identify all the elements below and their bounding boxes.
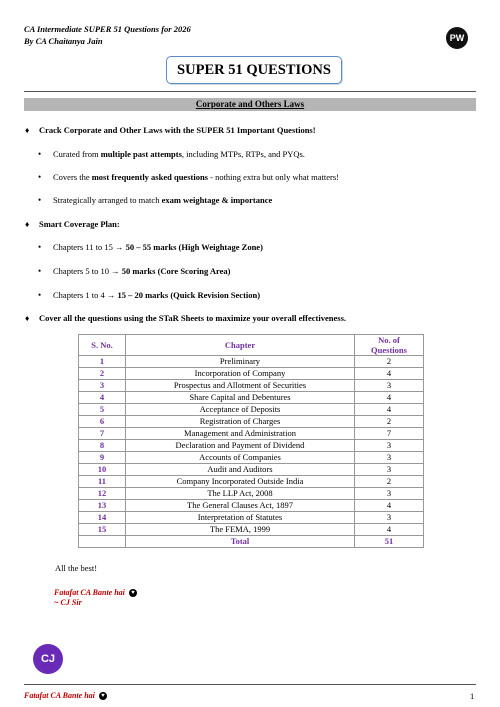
dot-bullet-icon: • [38, 172, 42, 182]
table-row: 13 The General Clauses Act, 1897 4 [79, 500, 424, 512]
main-point: ♦ Cover all the questions using the STaR Sheets to maximize your overall effectiveness. [25, 313, 347, 323]
dot-bullet-icon: • [38, 242, 42, 252]
table-row: 8 Declaration and Payment of Dividend 3 [79, 440, 424, 452]
signature-line: Fatafat CA Bante hai ♥ [54, 588, 137, 597]
table-row: 11 Company Incorporated Outside India 2 [79, 476, 424, 488]
dot-bullet-icon: • [38, 290, 42, 300]
table-row: 9 Accounts of Companies 3 [79, 452, 424, 464]
table-row: 10 Audit and Auditors 3 [79, 464, 424, 476]
table-row: 4 Share Capital and Debentures 4 [79, 392, 424, 404]
page-number: 1 [470, 691, 475, 701]
page-title: SUPER 51 QUESTIONS [166, 56, 342, 84]
column-header-questions: No. of Questions [355, 335, 424, 356]
header-author-line: By CA Chaitanya Jain [24, 36, 103, 46]
column-header-chapter: Chapter [126, 335, 355, 356]
dot-bullet-icon: • [38, 149, 42, 159]
total-value: 51 [355, 536, 424, 548]
sub-point: • Chapters 11 to 15 → 50 – 55 marks (High Weightage Zone) [38, 242, 263, 252]
table-header-row [79, 335, 424, 356]
header-course-line: CA Intermediate SUPER 51 Questions for 2026 [24, 24, 191, 34]
sub-point: • Strategically arranged to match exam weightage & importance [38, 195, 273, 205]
table-total-row [79, 536, 424, 548]
table-row: 1 Preliminary 2 [79, 356, 424, 368]
dot-bullet-icon: • [38, 266, 42, 276]
diamond-bullet-icon: ♦ [25, 125, 30, 135]
section-bar [24, 98, 476, 111]
table-row: 3 Prospectus and Allotment of Securities 3 [79, 380, 424, 392]
section-title: Corporate and Others Laws [195, 99, 305, 109]
table-row: 2 Incorporation of Company 4 [79, 368, 424, 380]
footer-tagline: Fatafat CA Bante hai ♥ [24, 691, 107, 700]
heart-icon: ♥ [99, 692, 107, 700]
diamond-bullet-icon: ♦ [25, 219, 30, 229]
cj-logo: CJ [33, 644, 63, 674]
table-row: 14 Interpretation of Statutes 3 [79, 512, 424, 524]
footer-divider [24, 684, 476, 685]
dot-bullet-icon: • [38, 195, 42, 205]
document-header [24, 23, 191, 47]
table-row: 5 Acceptance of Deposits 4 [79, 404, 424, 416]
chapter-table [78, 334, 424, 548]
signature-author: ~ CJ Sir [54, 598, 82, 607]
sub-point: • Covers the most frequently asked questions - nothing extra but only what matters! [38, 172, 339, 182]
main-point: ♦ Smart Coverage Plan: [25, 219, 120, 229]
column-header-sno: S. No. [79, 335, 126, 356]
table-row: 15 The FEMA, 1999 4 [79, 524, 424, 536]
table-row: 6 Registration of Charges 2 [79, 416, 424, 428]
sub-point: • Curated from multiple past attempts, including MTPs, RTPs, and PYQs. [38, 149, 305, 159]
table-row: 7 Management and Administration 7 [79, 428, 424, 440]
table-row: 12 The LLP Act, 2008 3 [79, 488, 424, 500]
heart-icon: ♥ [129, 589, 137, 597]
main-point: ♦ Crack Corporate and Other Laws with the SUPER 51 Important Questions! [25, 125, 316, 135]
pw-logo: PW [446, 27, 468, 49]
sub-point: • Chapters 5 to 10 → 50 marks (Core Scoring Area) [38, 266, 231, 276]
sub-point: • Chapters 1 to 4 → 15 – 20 marks (Quick Revision Section) [38, 290, 261, 300]
divider [24, 91, 476, 92]
total-label: Total [126, 536, 355, 548]
closing-text: All the best! [55, 563, 98, 573]
diamond-bullet-icon: ♦ [25, 313, 30, 323]
